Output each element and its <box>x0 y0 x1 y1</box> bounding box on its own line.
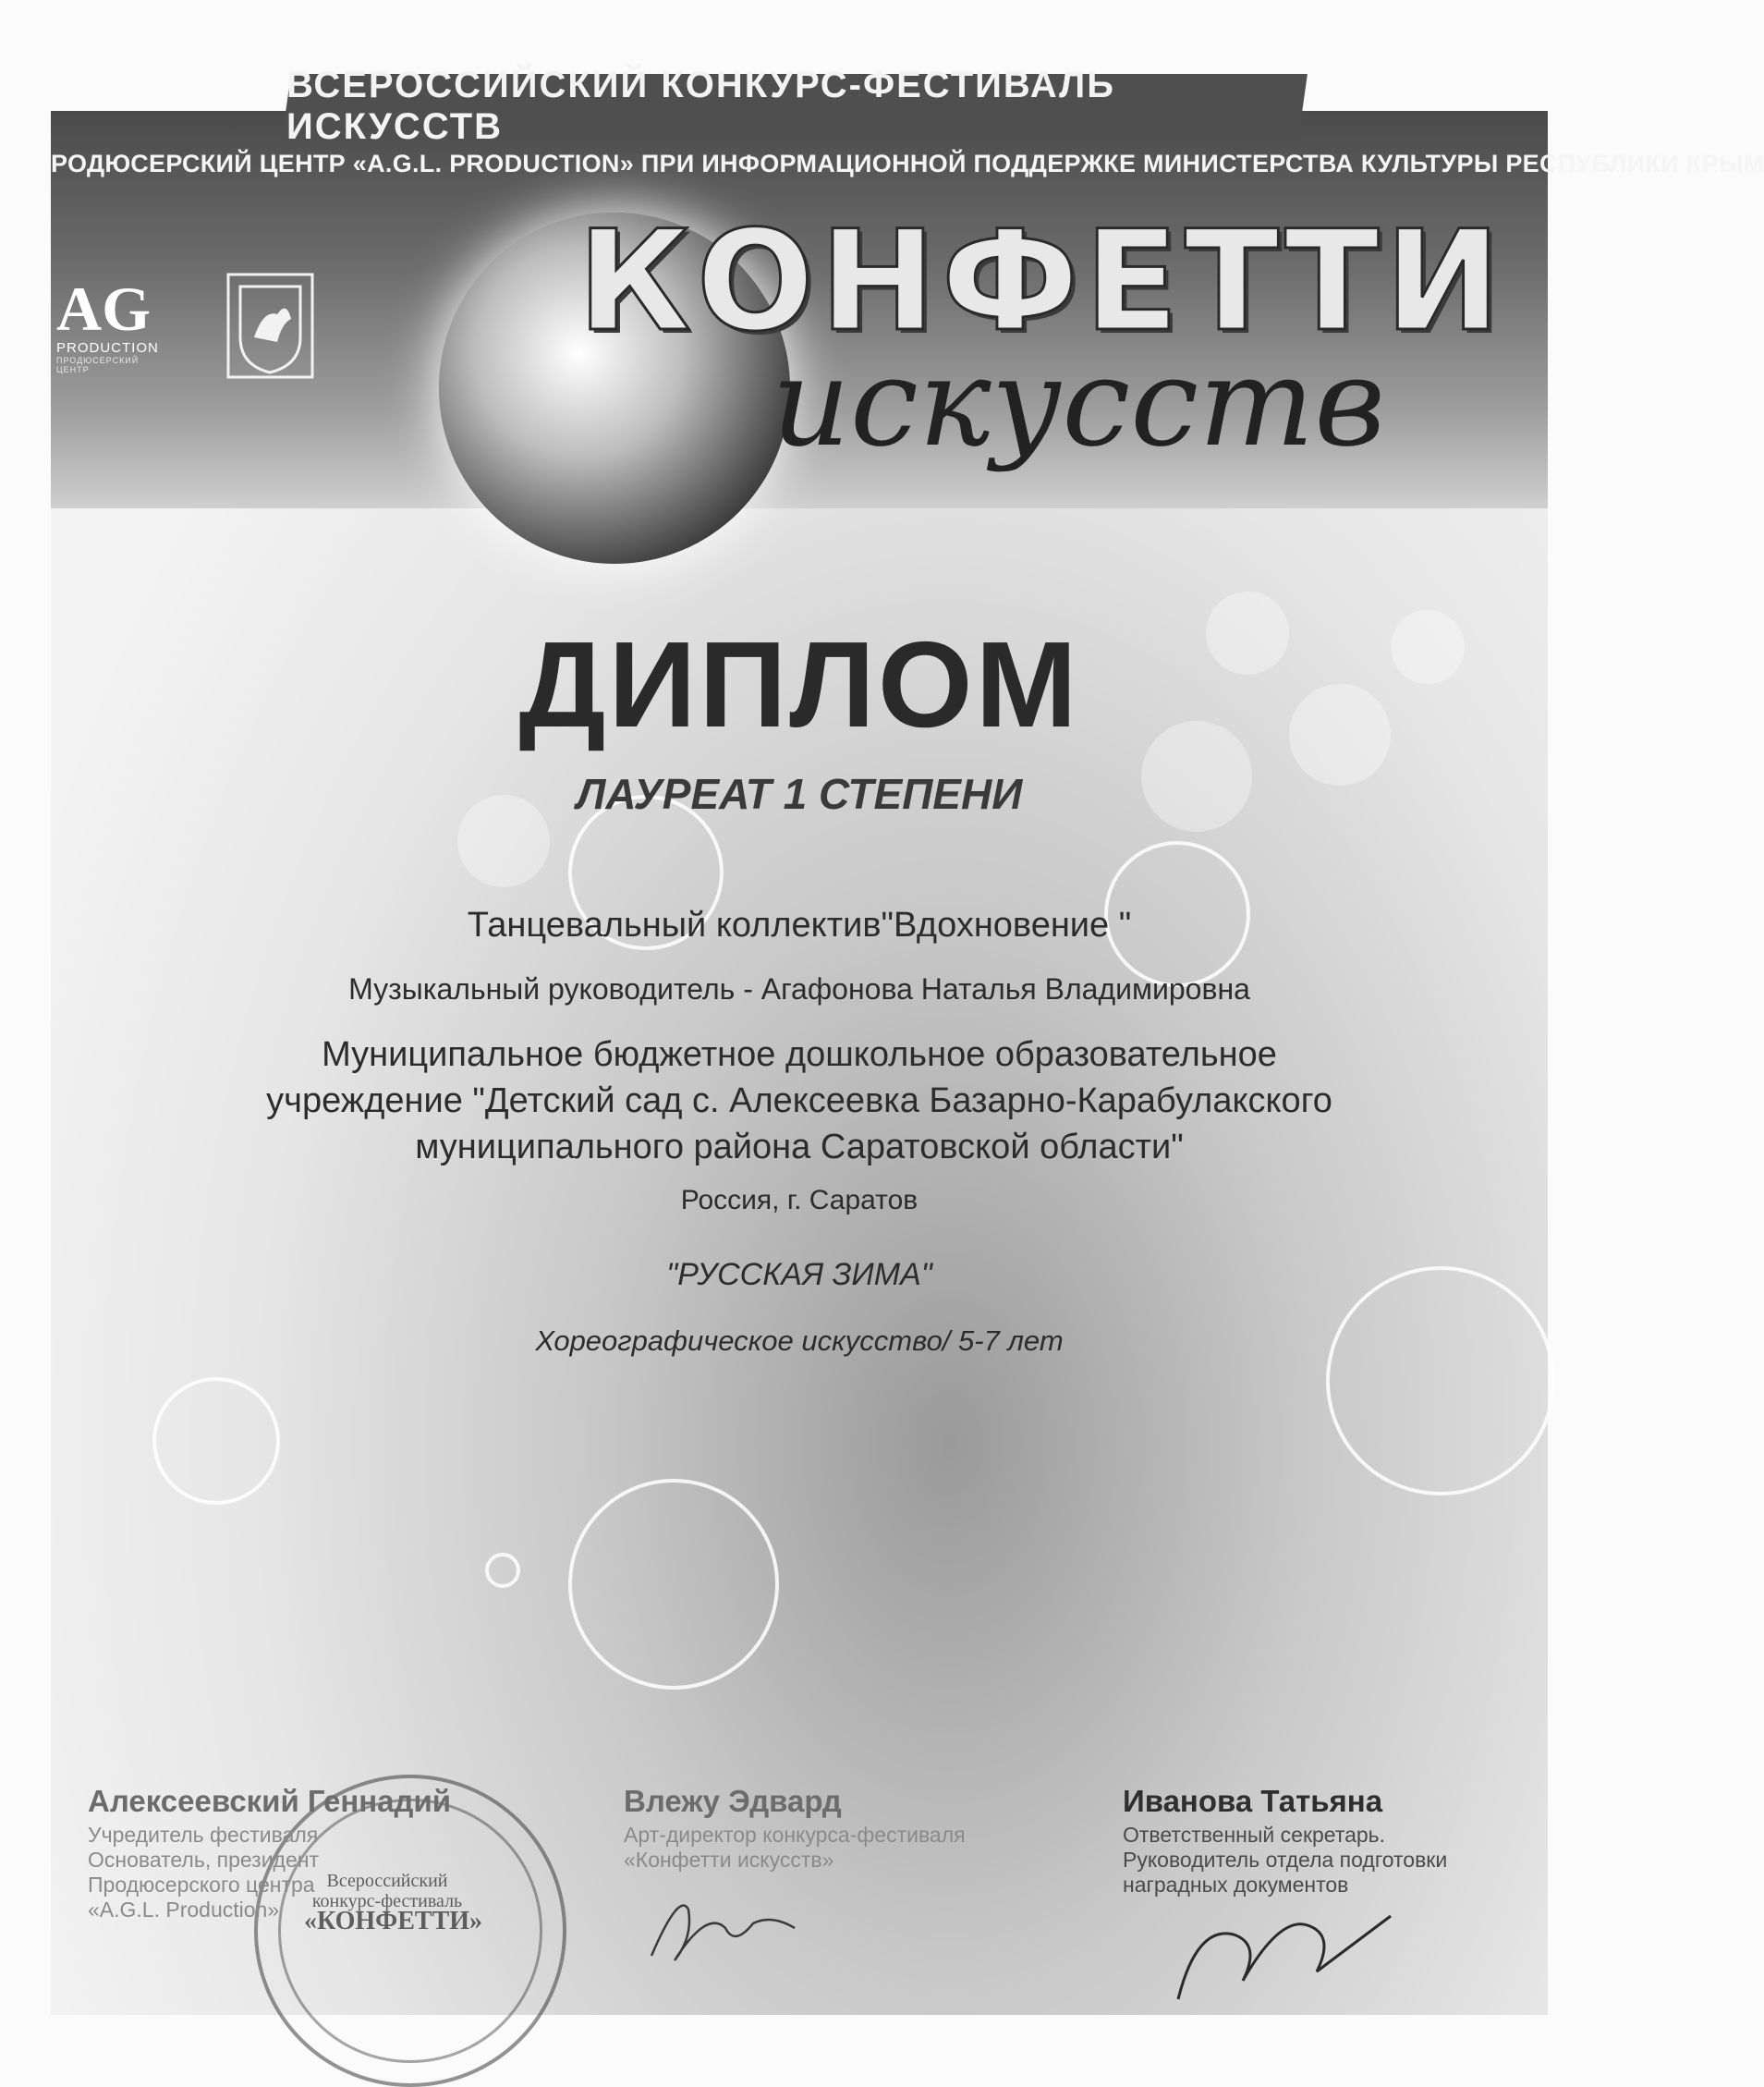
nomination-category: Хореографическое искусство/ 5-7 лет <box>535 1324 1064 1357</box>
signatory-role-line: «A.G.L. Production» <box>88 1898 280 1922</box>
signatory-name: Алексеевский Геннадий <box>88 1784 452 1818</box>
ring-decoration <box>568 1479 779 1690</box>
logo-production-text: PRODUCTION <box>56 340 159 356</box>
institution-name: Муниципальное бюджетное дошкольное образовательное учреждение "Детский сад с. Алексеевка Базарно-Карабулакского муниципального района Саратовской области" <box>266 1035 1332 1166</box>
crimea-coat-of-arms-icon <box>226 273 314 379</box>
collective-name: Танцевальный коллектив"Вдохновение " <box>467 906 1132 945</box>
signatory-role-line: наградных документов <box>1123 1873 1349 1897</box>
seal-line-2: конкурс-фестиваль <box>311 1891 463 1911</box>
agl-production-logo <box>56 274 167 379</box>
signatory-name: Влежу Эдвард <box>624 1784 842 1818</box>
signatory-role-line: Арт-директор конкурса-фестиваля <box>624 1823 966 1847</box>
festival-subtitle: искусств <box>772 332 1386 474</box>
festival-banner-text: ВСЕРОССИЙСКИЙ КОНКУРС-ФЕСТИВАЛЬ ИСКУССТВ <box>286 65 1115 147</box>
signatory-role-line: «Конфетти искусств» <box>624 1848 834 1872</box>
ring-decoration <box>152 1377 280 1505</box>
award-level: ЛАУРЕАТ 1 СТЕПЕНИ <box>576 770 1023 818</box>
logo-sub-text: ПРОДЮСЕРСКИЙ ЦЕНТР <box>56 356 140 374</box>
performance-title: "РУССКАЯ ЗИМА" <box>666 1257 932 1292</box>
logo-ag-text: AG <box>56 274 151 344</box>
signatory-role-line: Продюсерского центра <box>88 1873 315 1897</box>
diploma-title: ДИПЛОМ <box>518 616 1080 752</box>
signatory-name: Иванова Татьяна <box>1123 1784 1383 1818</box>
signatory-role-line: Руководитель отдела подготовки <box>1123 1848 1448 1872</box>
signatory-role-line: Учредитель фестиваля <box>88 1823 319 1847</box>
seal-line-3: «КОНФЕТТИ» <box>304 1907 483 1935</box>
ring-decoration <box>485 1553 520 1588</box>
festival-title: КОНФЕТТИ <box>578 201 1507 362</box>
signature-block-founder <box>88 1784 451 1922</box>
signature-block-art-director <box>624 1784 966 1979</box>
diploma-sheet <box>51 111 1764 2015</box>
festival-banner <box>282 65 1308 147</box>
signatory-role-line: Ответственный секретарь. <box>1123 1823 1386 1847</box>
handwritten-signature <box>1123 1898 1400 2008</box>
ring-decoration <box>1326 1266 1555 1495</box>
location: Россия, г. Саратов <box>680 1185 918 1215</box>
producer-line: РОДЮСЕРСКИЙ ЦЕНТР «A.G.L. PRODUCTION» ПРИ ИНФОРМАЦИОННОЙ ПОДДЕРЖКЕ МИНИСТЕРСТВА КУЛЬТУРЫ РЕСПУБЛИКИ КРЫМ <box>51 150 1764 177</box>
signatory-role-line: Основатель, президент <box>88 1848 319 1872</box>
signature-block-secretary <box>1123 1784 1447 2013</box>
seal-line-1: Всероссийский <box>326 1871 448 1891</box>
music-director: Музыкальный руководитель - Агафонова Наталья Владимировна <box>348 972 1250 1006</box>
handwritten-signature <box>624 1873 809 1974</box>
